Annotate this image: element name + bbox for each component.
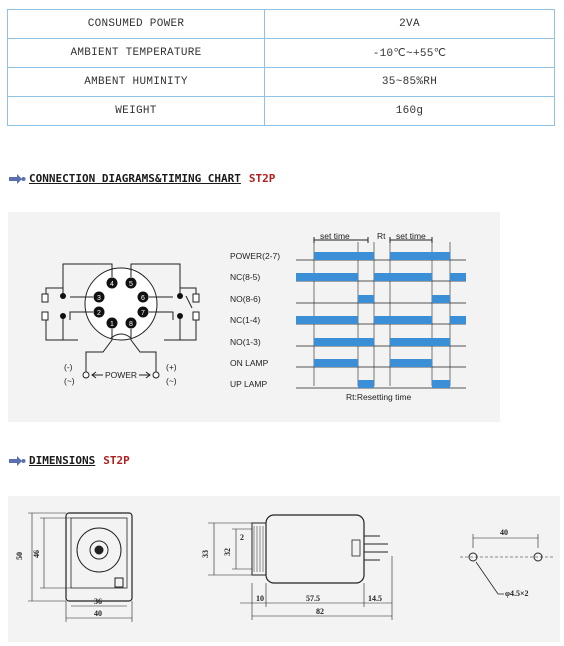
pin-label: 1 (110, 321, 114, 328)
dim-side-14: 14.5 (368, 594, 382, 603)
front-view (28, 513, 132, 622)
pos-label-ac: (~) (166, 376, 177, 386)
dim-hole-diameter: φ4.5×2 (505, 589, 529, 598)
socket-outline (85, 268, 157, 340)
timing-chart (230, 231, 466, 402)
pin-label: 7 (141, 310, 145, 317)
arrow-bullet-icon (8, 456, 26, 466)
timing-row-label: NC(8-5) (230, 272, 261, 282)
spec-value: 160g (265, 97, 555, 126)
timing-row-label: NO(1-3) (230, 337, 261, 347)
section-title: CONNECTION DIAGRAMS&TIMING CHART (29, 172, 241, 185)
timing-row-label: UP LAMP (230, 379, 268, 389)
connection-diagram (8, 212, 500, 422)
dimensions-drawing (8, 496, 560, 642)
spec-value: -10℃~+55℃ (265, 39, 555, 68)
table-row (8, 10, 555, 39)
mounting-holes-view (460, 534, 553, 594)
dim-side-57: 57.5 (306, 594, 320, 603)
pos-label: (+) (166, 362, 177, 372)
neg-label-ac: (~) (64, 376, 75, 386)
spec-name: CONSUMED POWER (8, 10, 265, 39)
timing-row-label: ON LAMP (230, 358, 269, 368)
pin-label: 4 (110, 281, 114, 288)
spec-name: AMBENT HUMINITY (8, 68, 265, 97)
section-title: DIMENSIONS (29, 454, 96, 467)
neg-label: (-) (64, 362, 73, 372)
table-row (8, 97, 555, 126)
section-header-dimensions (8, 454, 130, 467)
dim-side-h-inner: 32 (223, 548, 232, 556)
dim-hole-spacing: 40 (500, 528, 508, 537)
dim-side-h-outer: 33 (201, 550, 210, 558)
dim-front-h-outer: 50 (15, 552, 24, 560)
connection-panel (8, 212, 500, 422)
arrow-bullet-icon (8, 174, 26, 184)
spec-name: AMBIENT TEMPERATURE (8, 39, 265, 68)
side-view (208, 515, 392, 620)
timing-row-label: NO(8-6) (230, 294, 261, 304)
dim-side-82: 82 (316, 607, 324, 616)
timing-row-label: NC(1-4) (230, 315, 261, 325)
table-row (8, 39, 555, 68)
spec-table (7, 9, 555, 126)
table-row (8, 68, 555, 97)
spec-name: WEIGHT (8, 97, 265, 126)
dimensions-panel (8, 496, 560, 642)
spec-value: 35~85%RH (265, 68, 555, 97)
pin-label: 5 (129, 281, 133, 288)
pin-label: 8 (129, 321, 133, 328)
power-terminal-pos (153, 372, 159, 378)
section-model: ST2P (248, 172, 276, 185)
pin-label: 6 (141, 295, 145, 302)
dim-side-small: 2 (240, 533, 244, 542)
pin-label: 3 (97, 295, 101, 302)
set-time-label-2: set time (396, 231, 426, 241)
section-header-connection (8, 172, 275, 185)
dim-front-h-inner: 46 (32, 550, 41, 558)
timing-footer: Rt:Resetting time (346, 392, 412, 402)
power-terminal-neg (83, 372, 89, 378)
section-model: ST2P (103, 454, 130, 467)
pin-label: 2 (97, 310, 101, 317)
power-label: POWER (104, 370, 138, 380)
dim-side-10: 10 (256, 594, 264, 603)
set-time-label: set time (320, 231, 350, 241)
dim-front-w-outer: 40 (94, 609, 102, 618)
rt-label: Rt (377, 231, 386, 241)
dim-front-w-inner: 36 (94, 597, 102, 606)
timing-row-label: POWER(2-7) (230, 251, 281, 261)
spec-value: 2VA (265, 10, 555, 39)
